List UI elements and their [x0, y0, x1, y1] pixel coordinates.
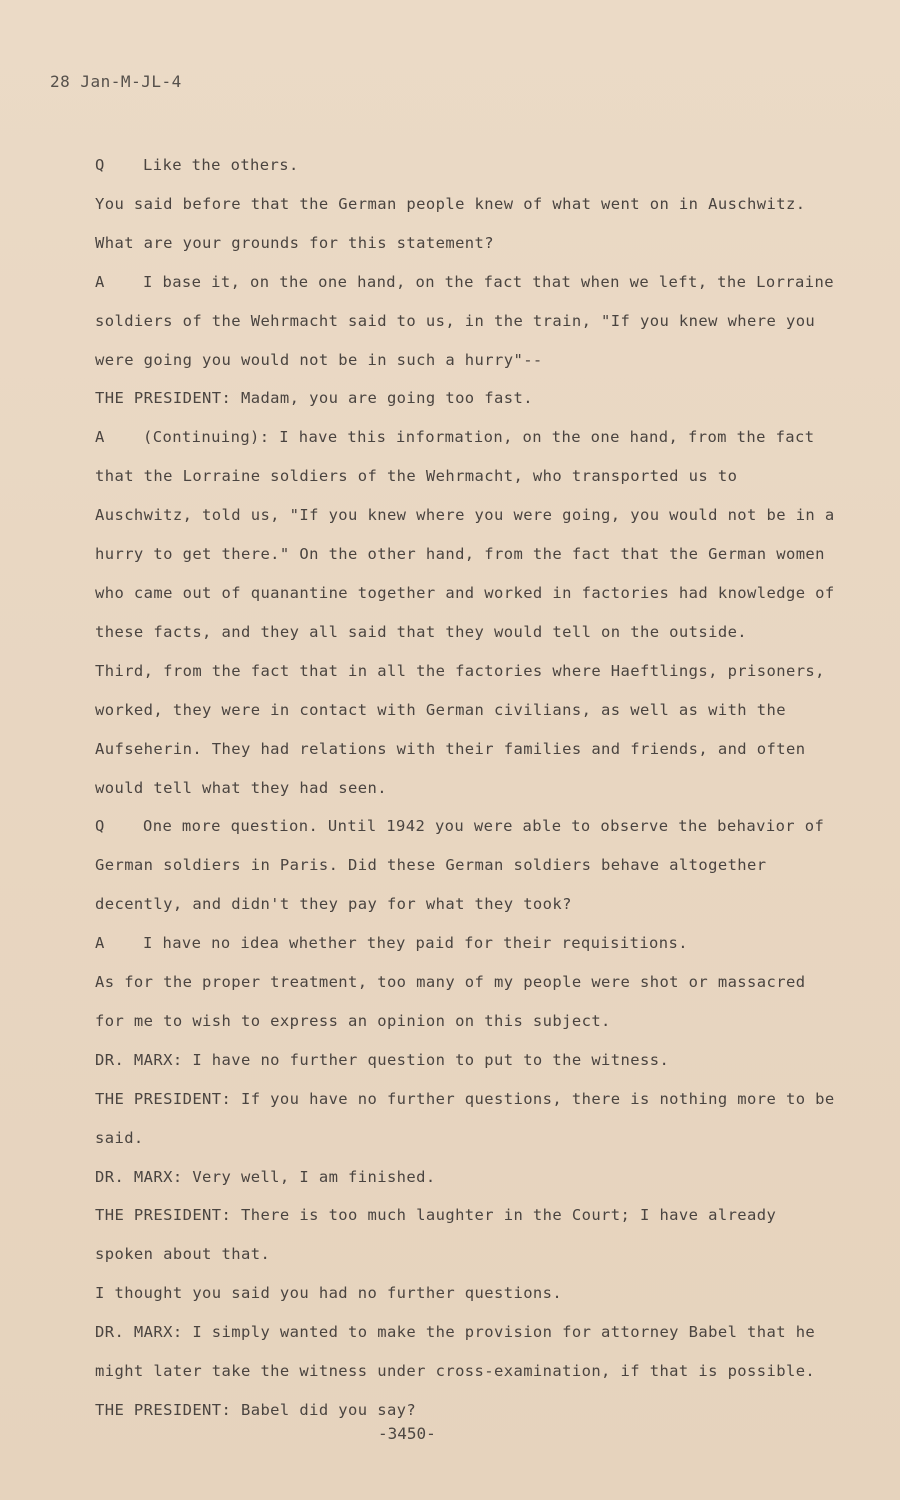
paragraph-text: THE PRESIDENT: Madam, you are going too fast. [95, 389, 533, 408]
transcript-paragraph [40, 1041, 840, 1080]
transcript-paragraph [40, 379, 840, 418]
paragraph-text: I have no idea whether they paid for their requisitions. [143, 934, 688, 953]
transcript-paragraph [40, 807, 840, 924]
paragraph-text: DR. MARX: Very well, I am finished. [95, 1167, 436, 1186]
paragraph-text: THE PRESIDENT: Babel did you say? [95, 1401, 417, 1419]
paragraph-text: Third, from the fact that in all the factories where Haeftlings, prisoners, worked, they were in contact with German civilians, as well as with the Aufseherin. They had relations with their families and friends, and often would tell what they had seen. [95, 661, 835, 797]
document-id: 28 Jan-M-JL-4 [50, 72, 182, 91]
paragraph-text: I thought you said you had no further questions. [95, 1284, 563, 1303]
speaker-label: Q [95, 156, 105, 174]
paragraph-text: (Continuing): I have this information, on the one hand, from the fact that the Lorraine soldiers of the Wehrmacht, who transported us to Auschwitz, told us, "If you knew where you were going, you would not be in a hurry to get there." On the other hand, from the fact that the German women who came out of quanantine together and worked in factories had knowledge of these facts, and they all said that they would tell on the outside. [95, 428, 845, 641]
transcript-paragraph [40, 1274, 840, 1313]
transcript-paragraph [40, 1080, 845, 1158]
page-number: -3450- [378, 1424, 436, 1443]
transcript-paragraph [40, 263, 844, 380]
transcript-body [40, 146, 845, 1430]
paragraph-text: DR. MARX: I simply wanted to make the provision for attorney Babel that he might later take the witness under cross-examination, if that is possible. [95, 1323, 825, 1381]
transcript-paragraph [40, 1158, 840, 1197]
paragraph-text: THE PRESIDENT: If you have no further questions, there is nothing more to be said. [95, 1089, 845, 1147]
transcript-paragraph [40, 1196, 840, 1274]
paragraph-text: You said before that the German people knew of what went on in Auschwitz. What are your grounds for this statement? [95, 194, 816, 252]
paragraph-text: THE PRESIDENT: There is too much laughter in the Court; I have already spoken about that. [95, 1206, 786, 1264]
paragraph-text: Like the others. [143, 156, 299, 174]
paragraph-text: One more question. Until 1942 you were able to observe the behavior of German soldiers in Paris. Did these German soldiers behave altogether decently, and didn't they pay for what they took? [95, 817, 834, 914]
transcript-paragraph [40, 1391, 840, 1430]
speaker-label: A [95, 428, 105, 447]
transcript-paragraph [40, 963, 840, 1041]
transcript-paragraph [40, 652, 840, 808]
speaker-label: A [95, 934, 105, 953]
transcript-paragraph [40, 185, 840, 263]
transcript-paragraph [40, 924, 840, 963]
transcript-paragraph [40, 1313, 840, 1391]
transcript-paragraph [40, 146, 840, 185]
speaker-label: A [95, 272, 105, 291]
speaker-label: Q [95, 817, 105, 836]
transcript-paragraph [40, 418, 845, 651]
paragraph-text: I base it, on the one hand, on the fact that when we left, the Lorraine soldiers of the Wehrmacht said to us, in the train, "If you knew where you were going you would not be in such a hurry"-- [95, 272, 844, 369]
paragraph-text: As for the proper treatment, too many of my people were shot or massacred for me to wish to express an opinion on this subject. [95, 973, 816, 1030]
paragraph-text: DR. MARX: I have no further question to put to the witness. [95, 1050, 670, 1069]
